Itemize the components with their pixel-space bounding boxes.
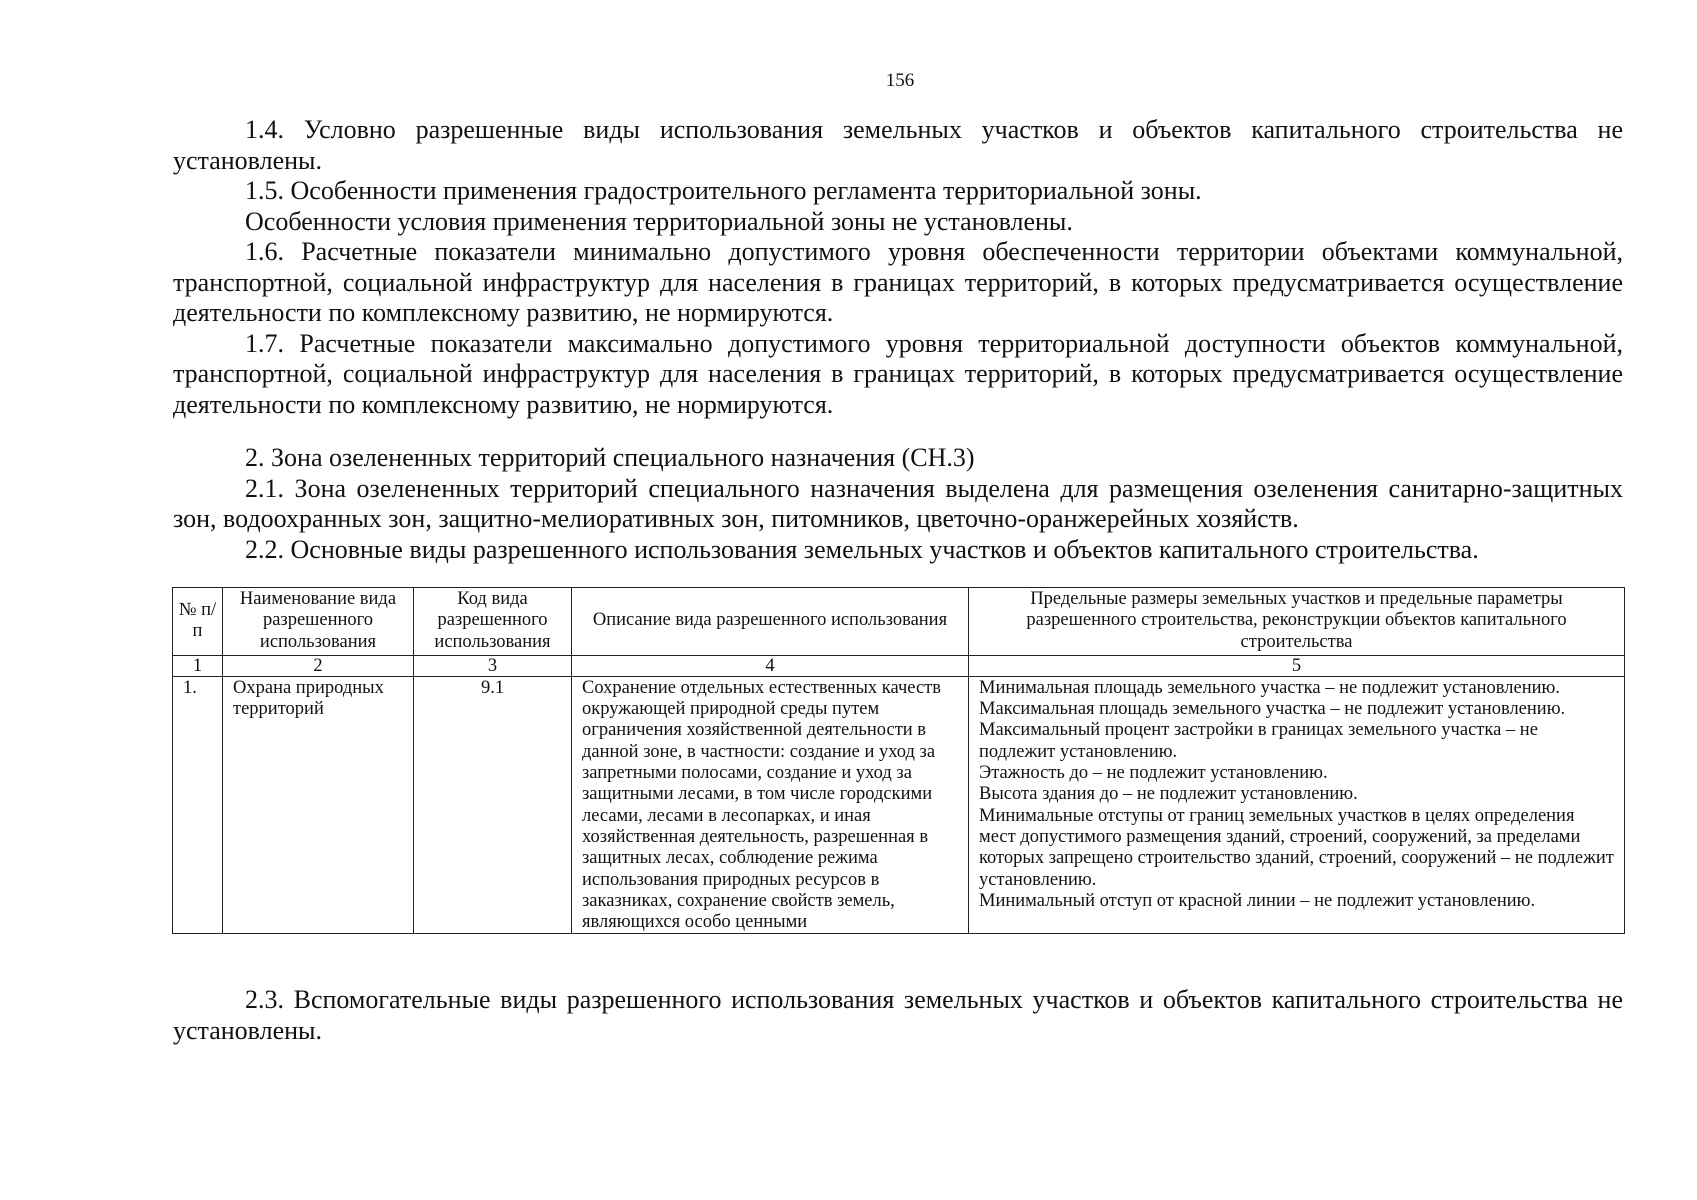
limit-line: Минимальная площадь земельного участка – не подлежит установлению. [979,677,1560,698]
row-use-code: 9.1 [414,676,572,934]
paragraph-1-4: 1.4. Условно разрешенные виды использования земельных участков и объектов капитального строительства не установлены. [173,115,1623,175]
column-number: 1 [173,655,223,676]
paragraph-2-3: 2.3. Вспомогательные виды разрешенного использования земельных участков и объектов капитального строительства не установлены. [173,985,1623,1045]
table-header-row [173,588,1625,656]
header-number: № п/п [173,588,223,656]
header-use-name: Наименование вида разрешенного использования [223,588,414,656]
header-use-description: Описание вида разрешенного использования [572,588,969,656]
paragraph-2-2: 2.2. Основные виды разрешенного использования земельных участков и объектов капитального строительства. [245,534,1479,564]
column-number: 5 [969,655,1625,676]
paragraph-1-5: 1.5. Особенности применения градостроительного регламента территориальной зоны. [245,176,1202,205]
section-2-paragraphs [173,443,1623,565]
limit-line: Минимальные отступы от границ земельных участков в целях определения мест допустимого размещения зданий, строений, сооружений, за пределами которых запрещено строительство зданий, строений, сооружений – не подлежит установлению. [979,805,1614,890]
paragraph-1-5-note: Особенности условия применения территориальной зоны не установлены. [245,206,1073,236]
column-number: 2 [223,655,414,676]
limit-line: Максимальная площадь земельного участка – не подлежит установлению. [979,699,1566,720]
limit-line: Минимальный отступ от красной линии – не подлежит установлению. [979,890,1536,911]
section-1-paragraphs [173,115,1623,420]
paragraph-1-7: 1.7. Расчетные показатели максимально допустимого уровня территориальной доступности объектов коммунальной, транспортной, социальной инфраструктур для населения в границах территорий, в которых предусматривается осуществление деятельности по комплексному развитию, не нормируются. [173,328,1623,419]
row-use-name: Охрана природных территорий [223,676,414,934]
land-use-table-wrapper [172,587,1624,934]
row-number: 1. [173,676,223,934]
section-2-3-paragraphs [173,985,1623,1046]
land-use-table [172,587,1625,934]
header-use-code: Код вида разрешенного использования [414,588,572,656]
column-number-row [173,655,1625,676]
table-row [173,676,1625,934]
paragraph-1-6: 1.6. Расчетные показатели минимально допустимого уровня обеспеченности территории объектами коммунальной, транспортной, социальной инфраструктур для населения в границах территорий, в которых предусматривается осуществление деятельности по комплексному развитию, не нормируются. [173,237,1623,327]
limit-line: Этажность до – не подлежит установлению. [979,763,1328,784]
page-number: 156 [885,70,915,91]
header-limits: Предельные размеры земельных участков и предельные параметры разрешенного строительства, реконструкции объектов капитального строительства [969,588,1625,656]
section-2-heading: 2. Зона озелененных территорий специального назначения (СН.3) [245,443,975,472]
limit-line: Высота здания до – не подлежит установлению. [979,784,1358,805]
limit-line: Максимальный процент застройки в границах земельного участка – не подлежит установлению. [979,720,1538,762]
row-use-description: Сохранение отдельных естественных качеств окружающей природной среды путем ограничения хозяйственной деятельности в данной зоне, в частности: создание и уход за запретными полосами, создание и уход за защитными лесами, в том числе городскими лесами, лесами в лесопарках, и иная хозяйственная деятельность, разрешенная в защитных лесах, соблюдение режима использования природных ресурсов в заказниках, сохранение свойств земель, являющихся особо ценными [572,676,969,934]
row-limits [969,676,1625,934]
paragraph-2-1: 2.1. Зона озелененных территорий специального назначения выделена для размещения озеленения санитарно-защитных зон, водоохранных зон, защитно-мелиоративных зон, питомников, цветочно-оранжерейных хозяйств. [173,473,1623,533]
column-number: 3 [414,655,572,676]
column-number: 4 [572,655,969,676]
